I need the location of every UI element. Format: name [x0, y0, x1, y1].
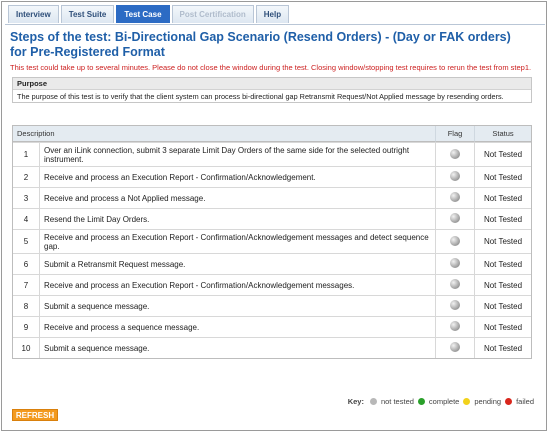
flag-cell	[436, 253, 475, 274]
step-number: 6	[13, 253, 40, 274]
step-status: Not Tested	[475, 316, 531, 337]
step-description: Submit a Retransmit Request message.	[40, 253, 436, 274]
step-number: 9	[13, 316, 40, 337]
flag-dot-icon[interactable]	[450, 236, 460, 246]
key-not-tested: not tested	[380, 397, 414, 406]
step-description: Submit a sequence message.	[40, 295, 436, 316]
flag-dot-icon[interactable]	[450, 279, 460, 289]
tab-divider	[5, 24, 545, 25]
step-number: 8	[13, 295, 40, 316]
flag-dot-icon[interactable]	[450, 171, 460, 181]
flag-cell	[436, 166, 475, 187]
purpose-panel	[12, 77, 532, 103]
table-row	[13, 316, 531, 337]
flag-cell	[436, 229, 475, 253]
step-status: Not Tested	[475, 166, 531, 187]
tab-help[interactable]: Help	[256, 5, 289, 23]
step-number: 4	[13, 208, 40, 229]
step-status: Not Tested	[475, 142, 531, 166]
flag-dot-icon[interactable]	[450, 300, 460, 310]
column-header-status: Status	[475, 126, 531, 142]
step-description: Receive and process an Execution Report - Confirmation/Acknowledgement messages.	[40, 274, 436, 295]
step-description: Resend the Limit Day Orders.	[40, 208, 436, 229]
step-description: Submit a sequence message.	[40, 337, 436, 358]
step-status: Not Tested	[475, 274, 531, 295]
tab-interview[interactable]: Interview	[8, 5, 59, 23]
step-number: 2	[13, 166, 40, 187]
flag-cell	[436, 142, 475, 166]
flag-cell	[436, 208, 475, 229]
tab-bar	[8, 5, 289, 25]
table-row	[13, 253, 531, 274]
table-row	[13, 166, 531, 187]
pending-dot-icon	[463, 398, 470, 405]
tab-post-certification: Post Certification	[172, 5, 254, 23]
table-row	[13, 274, 531, 295]
flag-dot-icon[interactable]	[450, 149, 460, 159]
flag-dot-icon[interactable]	[450, 321, 460, 331]
flag-cell	[436, 295, 475, 316]
tab-test-case[interactable]: Test Case	[116, 5, 169, 23]
step-description: Receive and process an Execution Report - Confirmation/Acknowledgement.	[40, 166, 436, 187]
table-header-row	[13, 126, 531, 142]
flag-cell	[436, 187, 475, 208]
key-pending: pending	[474, 397, 502, 406]
table-row	[13, 229, 531, 253]
not-tested-dot-icon	[370, 398, 377, 405]
step-status: Not Tested	[475, 208, 531, 229]
flag-dot-icon[interactable]	[450, 192, 460, 202]
step-number: 5	[13, 229, 40, 253]
warning-message: This test could take up to several minutes. Please do not close the window during the test. Closing window/stopping test requires to rerun the test from step1.	[10, 63, 532, 72]
step-number: 1	[13, 142, 40, 166]
table-row	[13, 337, 531, 358]
step-description: Receive and process an Execution Report - Confirmation/Acknowledgement messages and detect sequence gap.	[40, 229, 436, 253]
complete-dot-icon	[418, 398, 425, 405]
page-title: Steps of the test: Bi-Directional Gap Scenario (Resend Orders) - (Day or FAK orders) for Pre-Registered Format	[10, 30, 511, 59]
step-number: 3	[13, 187, 40, 208]
flag-cell	[436, 337, 475, 358]
step-status: Not Tested	[475, 229, 531, 253]
column-header-flag: Flag	[436, 126, 475, 142]
step-number: 7	[13, 274, 40, 295]
key-label: Key:	[347, 397, 364, 406]
step-description: Receive and process a sequence message.	[40, 316, 436, 337]
status-key	[348, 397, 534, 406]
table-row	[13, 295, 531, 316]
refresh-button[interactable]: REFRESH	[12, 409, 58, 421]
key-complete: complete	[428, 397, 460, 406]
flag-cell	[436, 274, 475, 295]
purpose-heading: Purpose	[13, 78, 531, 90]
step-status: Not Tested	[475, 187, 531, 208]
tab-test-suite[interactable]: Test Suite	[61, 5, 115, 23]
failed-dot-icon	[505, 398, 512, 405]
step-description: Receive and process a Not Applied message.	[40, 187, 436, 208]
flag-dot-icon[interactable]	[450, 342, 460, 352]
step-status: Not Tested	[475, 295, 531, 316]
table-row	[13, 142, 531, 166]
flag-cell	[436, 316, 475, 337]
purpose-text: The purpose of this test is to verify that the client system can process bi-directional gap Retransmit Request/Not Applied message by resending orders.	[17, 92, 504, 101]
table-row	[13, 208, 531, 229]
step-description: Over an iLink connection, submit 3 separate Limit Day Orders of the same side for the selected outright instrument.	[40, 142, 436, 166]
flag-dot-icon[interactable]	[450, 213, 460, 223]
flag-dot-icon[interactable]	[450, 258, 460, 268]
step-status: Not Tested	[475, 253, 531, 274]
table-row	[13, 187, 531, 208]
steps-table	[12, 125, 532, 359]
step-number: 10	[13, 337, 40, 358]
column-header-description: Description	[13, 126, 436, 142]
step-status: Not Tested	[475, 337, 531, 358]
key-failed: failed	[516, 397, 534, 406]
